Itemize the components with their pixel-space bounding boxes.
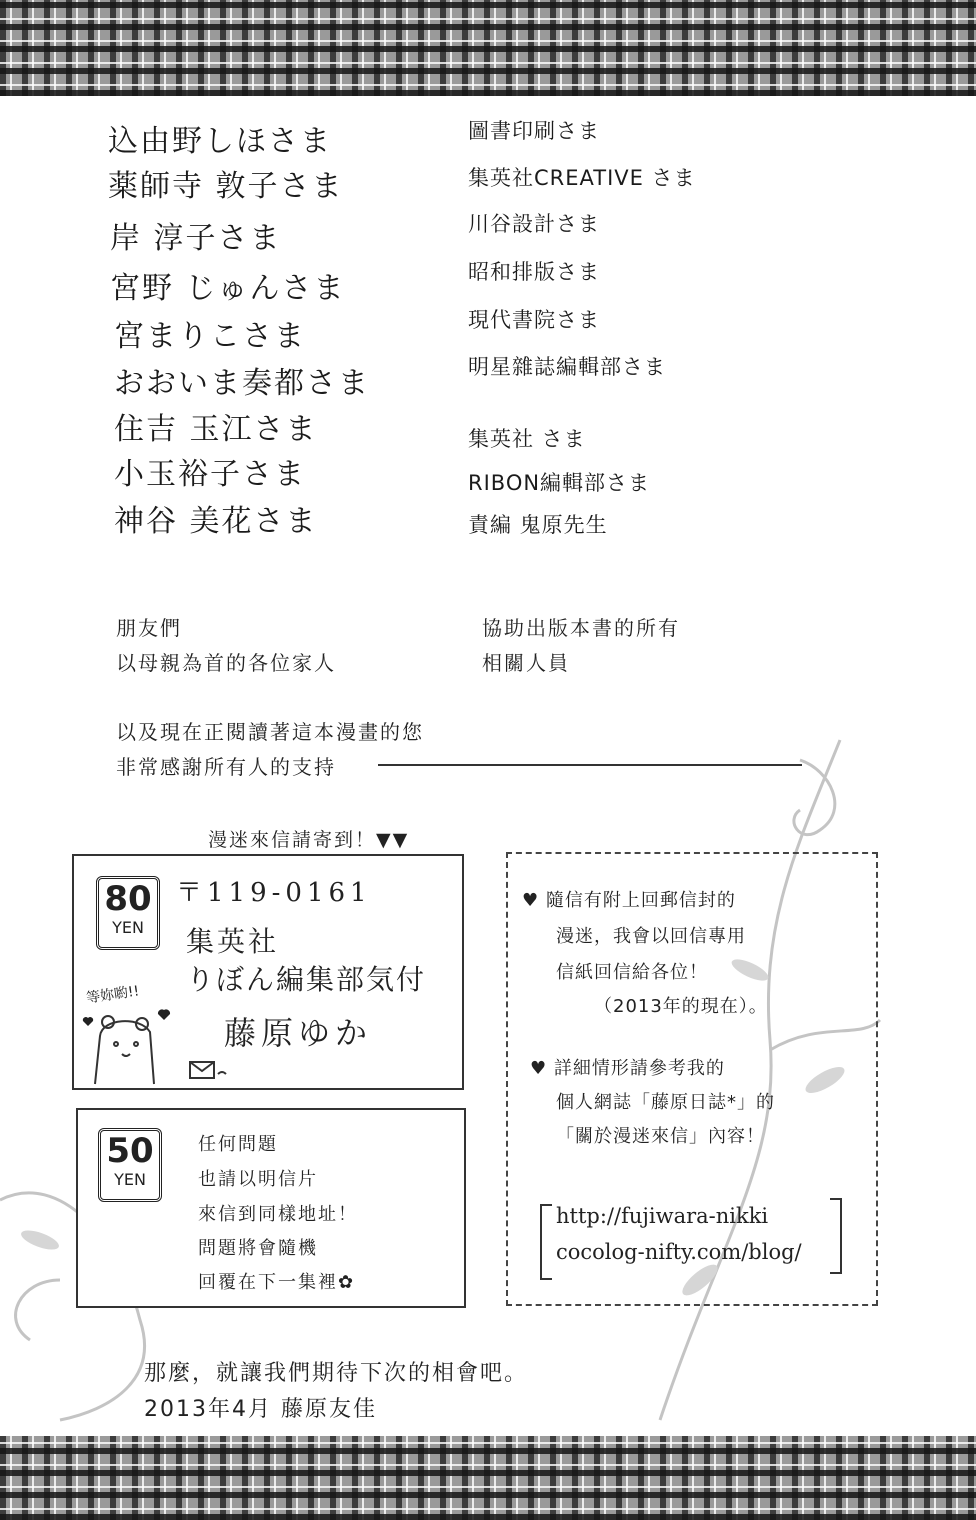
note2-line-2: 個人網誌「藤原日誌*」的 [556, 1092, 775, 1113]
doodle-text: 等妳喲!! [85, 983, 141, 1007]
closing-line-2: 2013年4月 藤原友佳 [144, 1397, 377, 1422]
postcard-questions [76, 1108, 466, 1308]
bear-mouth [122, 1054, 130, 1056]
friends-line-1: 朋友們 [116, 616, 182, 640]
note1-line-3: 信紙回信給各位！ [556, 962, 708, 983]
note1-line-2: 漫迷，我會以回信專用 [556, 926, 746, 947]
stamp-50-yen [98, 1128, 162, 1202]
credit-left-8: 小玉裕子さま [114, 457, 306, 492]
note2-line-1: ♥ 詳細情形請參考我的 [530, 1058, 725, 1079]
blog-url-line-1[interactable]: http://fujiwara-nikki [556, 1204, 769, 1228]
blog-url-line-2[interactable]: cocolog-nifty.com/blog/ [556, 1240, 802, 1264]
stamp-unit: YEN [112, 918, 144, 937]
note1-line-4: （2013年的現在）。 [594, 996, 768, 1017]
credit-right-4: 昭和排版さま [468, 260, 600, 284]
heart-doodle-1 [158, 1009, 170, 1020]
credit-left-3: 岸 淳子さま [110, 221, 282, 256]
heart-doodle-2 [83, 1017, 93, 1026]
credit-left-9: 神谷 美花さま [114, 504, 318, 539]
helpers-line-2: 相關人員 [482, 651, 570, 675]
publisher-name: 集英社 [186, 925, 280, 958]
stamp-80-yen [96, 876, 160, 950]
credit-right-2: 集英社CREATIVE さま [468, 166, 696, 190]
url-bracket-right [830, 1198, 842, 1274]
stamp-amount: 80 [104, 879, 152, 919]
bear-outline [95, 1021, 154, 1084]
credit-left-2: 薬師寺 敦子さま [108, 169, 344, 204]
note2-line-3: 「關於漫迷來信」內容！ [556, 1126, 765, 1147]
friends-line-2: 以母親為首的各位家人 [116, 651, 336, 675]
credit-left-4: 宮野 じゅんさま [110, 271, 346, 306]
credit-right-8: RIBON編輯部さま [468, 471, 651, 495]
question-line-1: 任何問題 [198, 1134, 278, 1155]
plaid-border-bottom [0, 1436, 976, 1520]
recipient-name: 藤原ゆか [224, 1014, 373, 1052]
plaid-border-top [0, 0, 976, 96]
credit-right-3: 川谷設計さま [468, 212, 600, 236]
vine-leaf-4 [19, 1227, 61, 1254]
thanks-line-1: 以及現在正閱讀著這本漫畫的您 [116, 720, 424, 744]
credit-right-6: 明星雜誌編輯部さま [468, 355, 666, 379]
notes-box [506, 852, 878, 1306]
credit-right-7: 集英社 さま [468, 427, 586, 451]
postal-code: 〒119-0161 [176, 878, 372, 908]
bear-eye-right [134, 1042, 138, 1046]
thanks-line-2: 非常感謝所有人的支持 [116, 755, 336, 779]
credit-left-7: 住吉 玉江さま [114, 412, 318, 447]
credit-right-5: 現代書院さま [468, 308, 600, 332]
envelope-icon [188, 1060, 228, 1082]
stamp-unit: YEN [114, 1170, 146, 1189]
bear-eye-left [114, 1042, 118, 1046]
stamp-amount: 50 [106, 1131, 154, 1171]
postcard-address [72, 854, 464, 1090]
question-line-3: 來信到同樣地址！ [198, 1204, 358, 1225]
note1-line-1: ♥ 隨信有附上回郵信封的 [522, 890, 736, 911]
url-bracket-left [540, 1204, 552, 1280]
question-line-4: 問題將會隨機 [198, 1238, 318, 1259]
question-line-5: 回覆在下一集裡✿ [198, 1272, 356, 1293]
mail-heading: 漫迷來信請寄到！▼▼ [208, 829, 410, 851]
bear-doodle [80, 1006, 180, 1086]
credit-left-5: 宮まりこさま [114, 319, 306, 354]
closing-line-1: 那麼，就讓我們期待下次的相會吧。 [144, 1361, 529, 1386]
thanks-underline [378, 764, 802, 766]
department-name: りぼん編集部気付 [186, 963, 427, 996]
credit-right-1: 圖書印刷さま [468, 119, 600, 143]
question-line-2: 也請以明信片 [198, 1169, 318, 1190]
credit-left-6: おおいま奏都さま [114, 366, 370, 401]
credit-right-9: 責編 鬼原先生 [468, 513, 608, 537]
vine-left-curl [16, 1280, 60, 1340]
credit-left-1: 込由野しほさま [108, 124, 332, 159]
helpers-line-1: 協助出版本書的所有 [482, 616, 680, 640]
